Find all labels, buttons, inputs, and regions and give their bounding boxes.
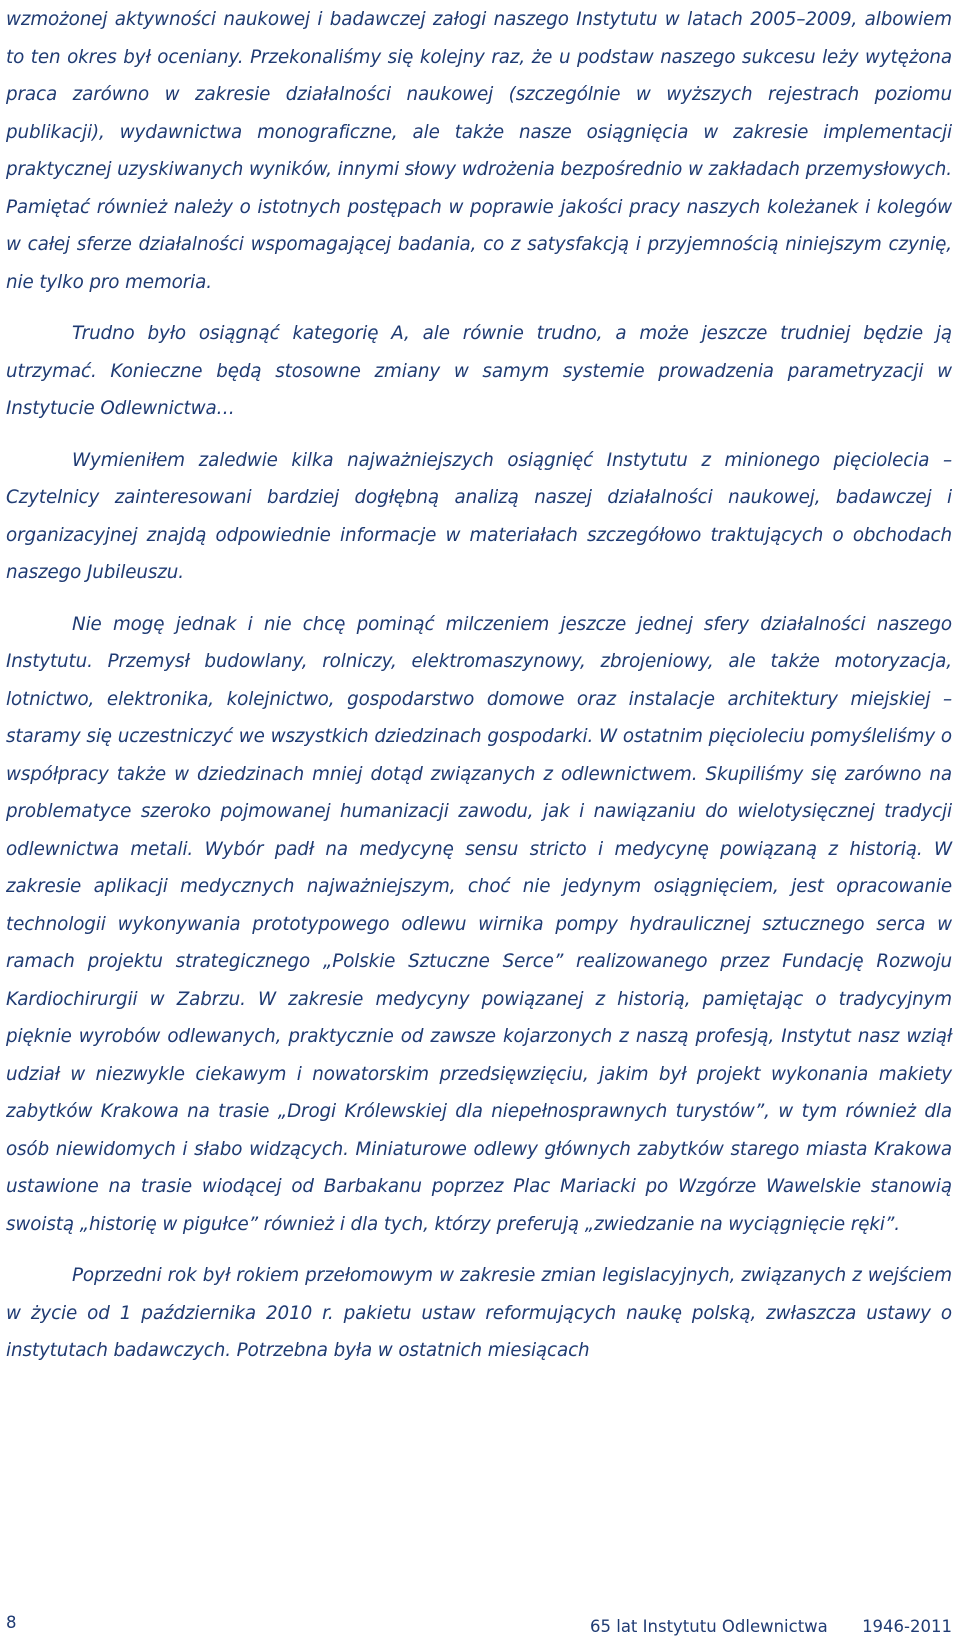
paragraph-3: Wymieniłem zaledwie kilka najważniejszych osiągnięć Instytutu z minionego pięciolecia – Czytelnicy zainteresowani bardziej dogłębną analizą naszej działalności naukowej, badawczej i organizacyjnej znajdą odpowiednie informacje w materiałach szczegółowo traktujących o obchodach naszego Jubileuszu. [6, 449, 952, 583]
footer-title: 65 lat Instytutu Odlewnictwa [590, 1617, 828, 1636]
paragraph-2: Trudno było osiągnąć kategorię A, ale równie trudno, a może jeszcze trudniej będzie ją utrzymać. Konieczne będą stosowne zmiany w samym systemie prowadzenia parametryzacji w Instytucie Odlewnictwa… [6, 323, 952, 419]
paragraph-5: Poprzedni rok był rokiem przełomowym w zakresie zmian legislacyjnych, związanych z wejściem w życie od 1 października 2010 r. pakietu ustaw reformujących naukę polską, zwłaszcza ustawy o instytutach badawczych. Potrzebna była w ostatnich miesiącach [6, 1265, 952, 1361]
document-page [6, 0, 952, 1370]
paragraph-4: Nie mogę jednak i nie chcę pominąć milczeniem jeszcze jednej sfery działalności naszego Instytutu. Przemysł budowlany, rolniczy, elektromaszynowy, zbrojeniowy, ale także motoryzacja, lotnictwo, elektronika, kolejnictwo, gospodarstwo domowe oraz instalacje architektury miejskiej – staramy się uczestniczyć we wszystkich dziedzinach gospodarki. W ostatnim pięcioleciu pomyśleliśmy o współpracy także w dziedzinach mniej dotąd związanych z odlewnictwem. Skupiliśmy się zarówno na problematyce szeroko pojmowanej humanizacji zawodu, jak i nawiązaniu do wielotysięcznej tradycji odlewnictwa metali. Wybór padł na medycynę sensu stricto i medycynę powiązaną z historią. W zakresie aplikacji medycznych najważniejszym, choć nie jedynym osiągnięciem, jest opracowanie technologii wykonywania prototypowego odlewu wirnika pompy hydraulicznej sztucznego serca w ramach projektu strategicznego „Polskie Sztuczne Serce” realizowanego przez Fundację Rozwoju Kardiochirurgii w Zabrzu. W zakresie medycyny powiązanej z historią, pamiętając o tradycyjnym pięknie wyrobów odlewanych, praktycznie od zawsze kojarzonych z naszą profesją, Instytut nasz wziął udział w niezwykle ciekawym i nowatorskim przedsięwzięciu, jakim był projekt wykonania makiety zabytków Krakowa na trasie „Drogi Królewskiej dla niepełnosprawnych turystów”, w tym również dla osób niewidomych i słabo widzących. Miniaturowe odlewy głównych zabytków starego miasta Krakowa ustawione na trasie wiodącej od Barbakanu poprzez Plac Mariacki po Wzgórze Wawelskie stanowią swoistą „historię w pigułce” również i dla tych, którzy preferują „zwiedzanie na wyciągnięcie ręki”. [6, 613, 952, 1235]
page-number: 8 [6, 1613, 17, 1632]
page-footer [6, 1613, 952, 1637]
paragraph-1: wzmożonej aktywności naukowej i badawczej załogi naszego Instytutu w latach 2005–2009, albowiem to ten okres był oceniany. Przekonaliśmy się kolejny raz, że u podstaw naszego sukcesu leży wytężona praca zarówno w zakresie działalności naukowej (szczególnie w wyższych rejestrach poziomu publikacji), wydawnictwa monograficzne, ale także nasze osiągnięcia w zakresie implementacji praktycznej uzyskiwanych wyników, innymi słowy wdrożenia bezpośrednio w zakładach przemysłowych. Pamiętać również należy o istotnych postępach w poprawie jakości pracy naszych koleżanek i kolegów w całej sferze działalności wspomagającej badania, co z satysfakcją i przyjemnością niniejszym czynię, nie tylko pro memoria. [6, 9, 952, 293]
footer-years: 1946-2011 [862, 1617, 952, 1636]
